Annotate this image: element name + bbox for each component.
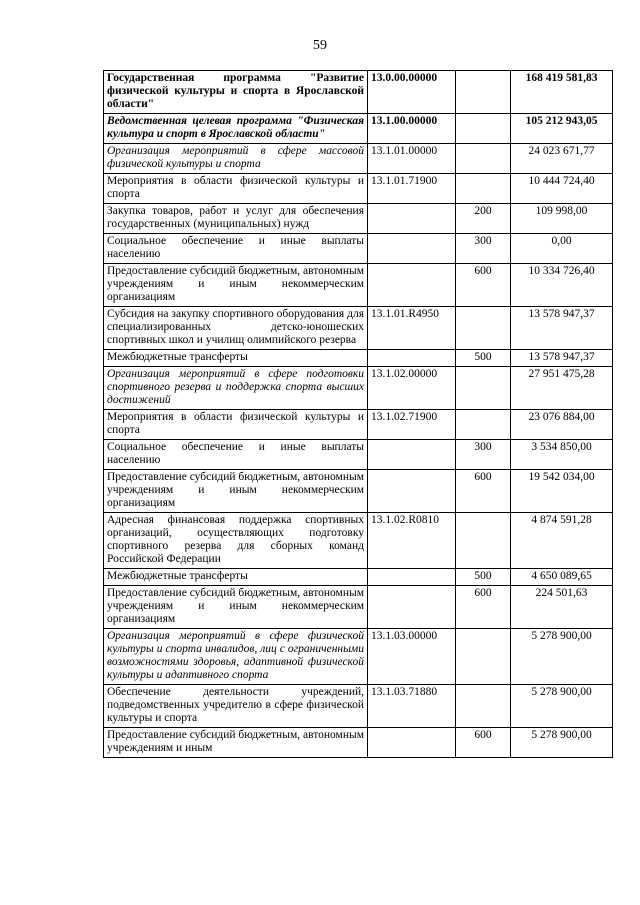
cell-name: Организация мероприятий в сфере физической культуры и спорта инвалидов, лиц с ограниченными возможностями здоровья, адаптивной физической культуры и адаптивного спорта bbox=[104, 629, 368, 685]
cell-expense-type: 500 bbox=[456, 350, 511, 367]
cell-amount: 5 278 900,00 bbox=[511, 685, 613, 728]
cell-target-code: 13.1.02.71900 bbox=[368, 410, 456, 440]
cell-expense-type: 600 bbox=[456, 728, 511, 758]
cell-expense-type bbox=[456, 71, 511, 114]
cell-expense-type: 200 bbox=[456, 204, 511, 234]
cell-expense-type bbox=[456, 629, 511, 685]
cell-expense-type bbox=[456, 114, 511, 144]
cell-target-code bbox=[368, 264, 456, 307]
cell-name: Адресная финансовая поддержка спортивных организаций, осуществляющих подготовку спортивного резерва для сборных команд Российской Федерации bbox=[104, 513, 368, 569]
cell-target-code: 13.1.03.00000 bbox=[368, 629, 456, 685]
table-row bbox=[104, 440, 613, 470]
cell-expense-type bbox=[456, 685, 511, 728]
budget-table-body bbox=[104, 71, 613, 758]
cell-target-code bbox=[368, 470, 456, 513]
cell-expense-type: 600 bbox=[456, 586, 511, 629]
table-row bbox=[104, 728, 613, 758]
cell-amount: 5 278 900,00 bbox=[511, 629, 613, 685]
cell-name: Предоставление субсидий бюджетным, автономным учреждениям и иным некоммерческим организациям bbox=[104, 264, 368, 307]
cell-expense-type bbox=[456, 513, 511, 569]
cell-amount: 27 951 475,28 bbox=[511, 367, 613, 410]
cell-name: Социальное обеспечение и иные выплаты населению bbox=[104, 234, 368, 264]
cell-amount: 168 419 581,83 bbox=[511, 71, 613, 114]
table-row bbox=[104, 569, 613, 586]
cell-name: Мероприятия в области физической культуры и спорта bbox=[104, 410, 368, 440]
cell-name: Межбюджетные трансферты bbox=[104, 569, 368, 586]
cell-amount: 3 534 850,00 bbox=[511, 440, 613, 470]
table-row bbox=[104, 629, 613, 685]
cell-name: Предоставление субсидий бюджетным, автономным учреждениям и иным некоммерческим организациям bbox=[104, 470, 368, 513]
cell-target-code: 13.1.01.00000 bbox=[368, 144, 456, 174]
cell-amount: 13 578 947,37 bbox=[511, 307, 613, 350]
cell-expense-type bbox=[456, 307, 511, 350]
cell-amount: 24 023 671,77 bbox=[511, 144, 613, 174]
cell-target-code: 13.1.00.00000 bbox=[368, 114, 456, 144]
cell-target-code bbox=[368, 569, 456, 586]
cell-target-code: 13.1.02.00000 bbox=[368, 367, 456, 410]
cell-amount: 4 650 089,65 bbox=[511, 569, 613, 586]
table-row bbox=[104, 307, 613, 350]
table-row bbox=[104, 685, 613, 728]
cell-amount: 13 578 947,37 bbox=[511, 350, 613, 367]
cell-name: Закупка товаров, работ и услуг для обеспечения государственных (муниципальных) нужд bbox=[104, 204, 368, 234]
table-row bbox=[104, 174, 613, 204]
cell-name: Субсидия на закупку спортивного оборудования для специализированных детско-юношеских спортивных школ и училищ олимпийского резерва bbox=[104, 307, 368, 350]
cell-target-code: 13.1.03.71880 bbox=[368, 685, 456, 728]
cell-name: Межбюджетные трансферты bbox=[104, 350, 368, 367]
cell-target-code: 13.1.01.71900 bbox=[368, 174, 456, 204]
table-row bbox=[104, 114, 613, 144]
cell-expense-type: 500 bbox=[456, 569, 511, 586]
cell-name: Государственная программа "Развитие физической культуры и спорта в Ярославской области" bbox=[104, 71, 368, 114]
table-row bbox=[104, 513, 613, 569]
cell-name: Предоставление субсидий бюджетным, автономным учреждениям и иным некоммерческим организациям bbox=[104, 586, 368, 629]
cell-target-code bbox=[368, 440, 456, 470]
cell-amount: 19 542 034,00 bbox=[511, 470, 613, 513]
table-row bbox=[104, 234, 613, 264]
table-row bbox=[104, 204, 613, 234]
cell-amount: 224 501,63 bbox=[511, 586, 613, 629]
cell-amount: 10 444 724,40 bbox=[511, 174, 613, 204]
cell-name: Мероприятия в области физической культуры и спорта bbox=[104, 174, 368, 204]
cell-target-code: 13.1.02.R0810 bbox=[368, 513, 456, 569]
table-row bbox=[104, 144, 613, 174]
table-row bbox=[104, 350, 613, 367]
cell-amount: 10 334 726,40 bbox=[511, 264, 613, 307]
cell-target-code bbox=[368, 234, 456, 264]
cell-expense-type bbox=[456, 410, 511, 440]
table-row bbox=[104, 470, 613, 513]
cell-expense-type: 300 bbox=[456, 234, 511, 264]
cell-amount: 4 874 591,28 bbox=[511, 513, 613, 569]
cell-target-code bbox=[368, 586, 456, 629]
cell-name: Обеспечение деятельности учреждений, подведомственных учредителю в сфере физической культуры и спорта bbox=[104, 685, 368, 728]
page-number: 59 bbox=[313, 38, 327, 53]
cell-name: Предоставление субсидий бюджетным, автономным учреждениям и иным bbox=[104, 728, 368, 758]
table-row bbox=[104, 71, 613, 114]
cell-expense-type bbox=[456, 367, 511, 410]
cell-expense-type: 300 bbox=[456, 440, 511, 470]
cell-name: Ведомственная целевая программа "Физическая культура и спорт в Ярославской области" bbox=[104, 114, 368, 144]
budget-table bbox=[103, 70, 613, 758]
cell-amount: 105 212 943,05 bbox=[511, 114, 613, 144]
cell-target-code bbox=[368, 728, 456, 758]
cell-amount: 0,00 bbox=[511, 234, 613, 264]
cell-expense-type bbox=[456, 144, 511, 174]
cell-name: Организация мероприятий в сфере массовой физической культуры и спорта bbox=[104, 144, 368, 174]
cell-target-code: 13.0.00.00000 bbox=[368, 71, 456, 114]
cell-name: Организация мероприятий в сфере подготовки спортивного резерва и поддержка спорта высших достижений bbox=[104, 367, 368, 410]
cell-name: Социальное обеспечение и иные выплаты населению bbox=[104, 440, 368, 470]
cell-amount: 5 278 900,00 bbox=[511, 728, 613, 758]
table-row bbox=[104, 264, 613, 307]
cell-amount: 23 076 884,00 bbox=[511, 410, 613, 440]
cell-target-code bbox=[368, 204, 456, 234]
table-row bbox=[104, 367, 613, 410]
table-row bbox=[104, 410, 613, 440]
cell-target-code: 13.1.01.R4950 bbox=[368, 307, 456, 350]
table-row bbox=[104, 586, 613, 629]
cell-target-code bbox=[368, 350, 456, 367]
cell-amount: 109 998,00 bbox=[511, 204, 613, 234]
cell-expense-type: 600 bbox=[456, 470, 511, 513]
cell-expense-type: 600 bbox=[456, 264, 511, 307]
cell-expense-type bbox=[456, 174, 511, 204]
